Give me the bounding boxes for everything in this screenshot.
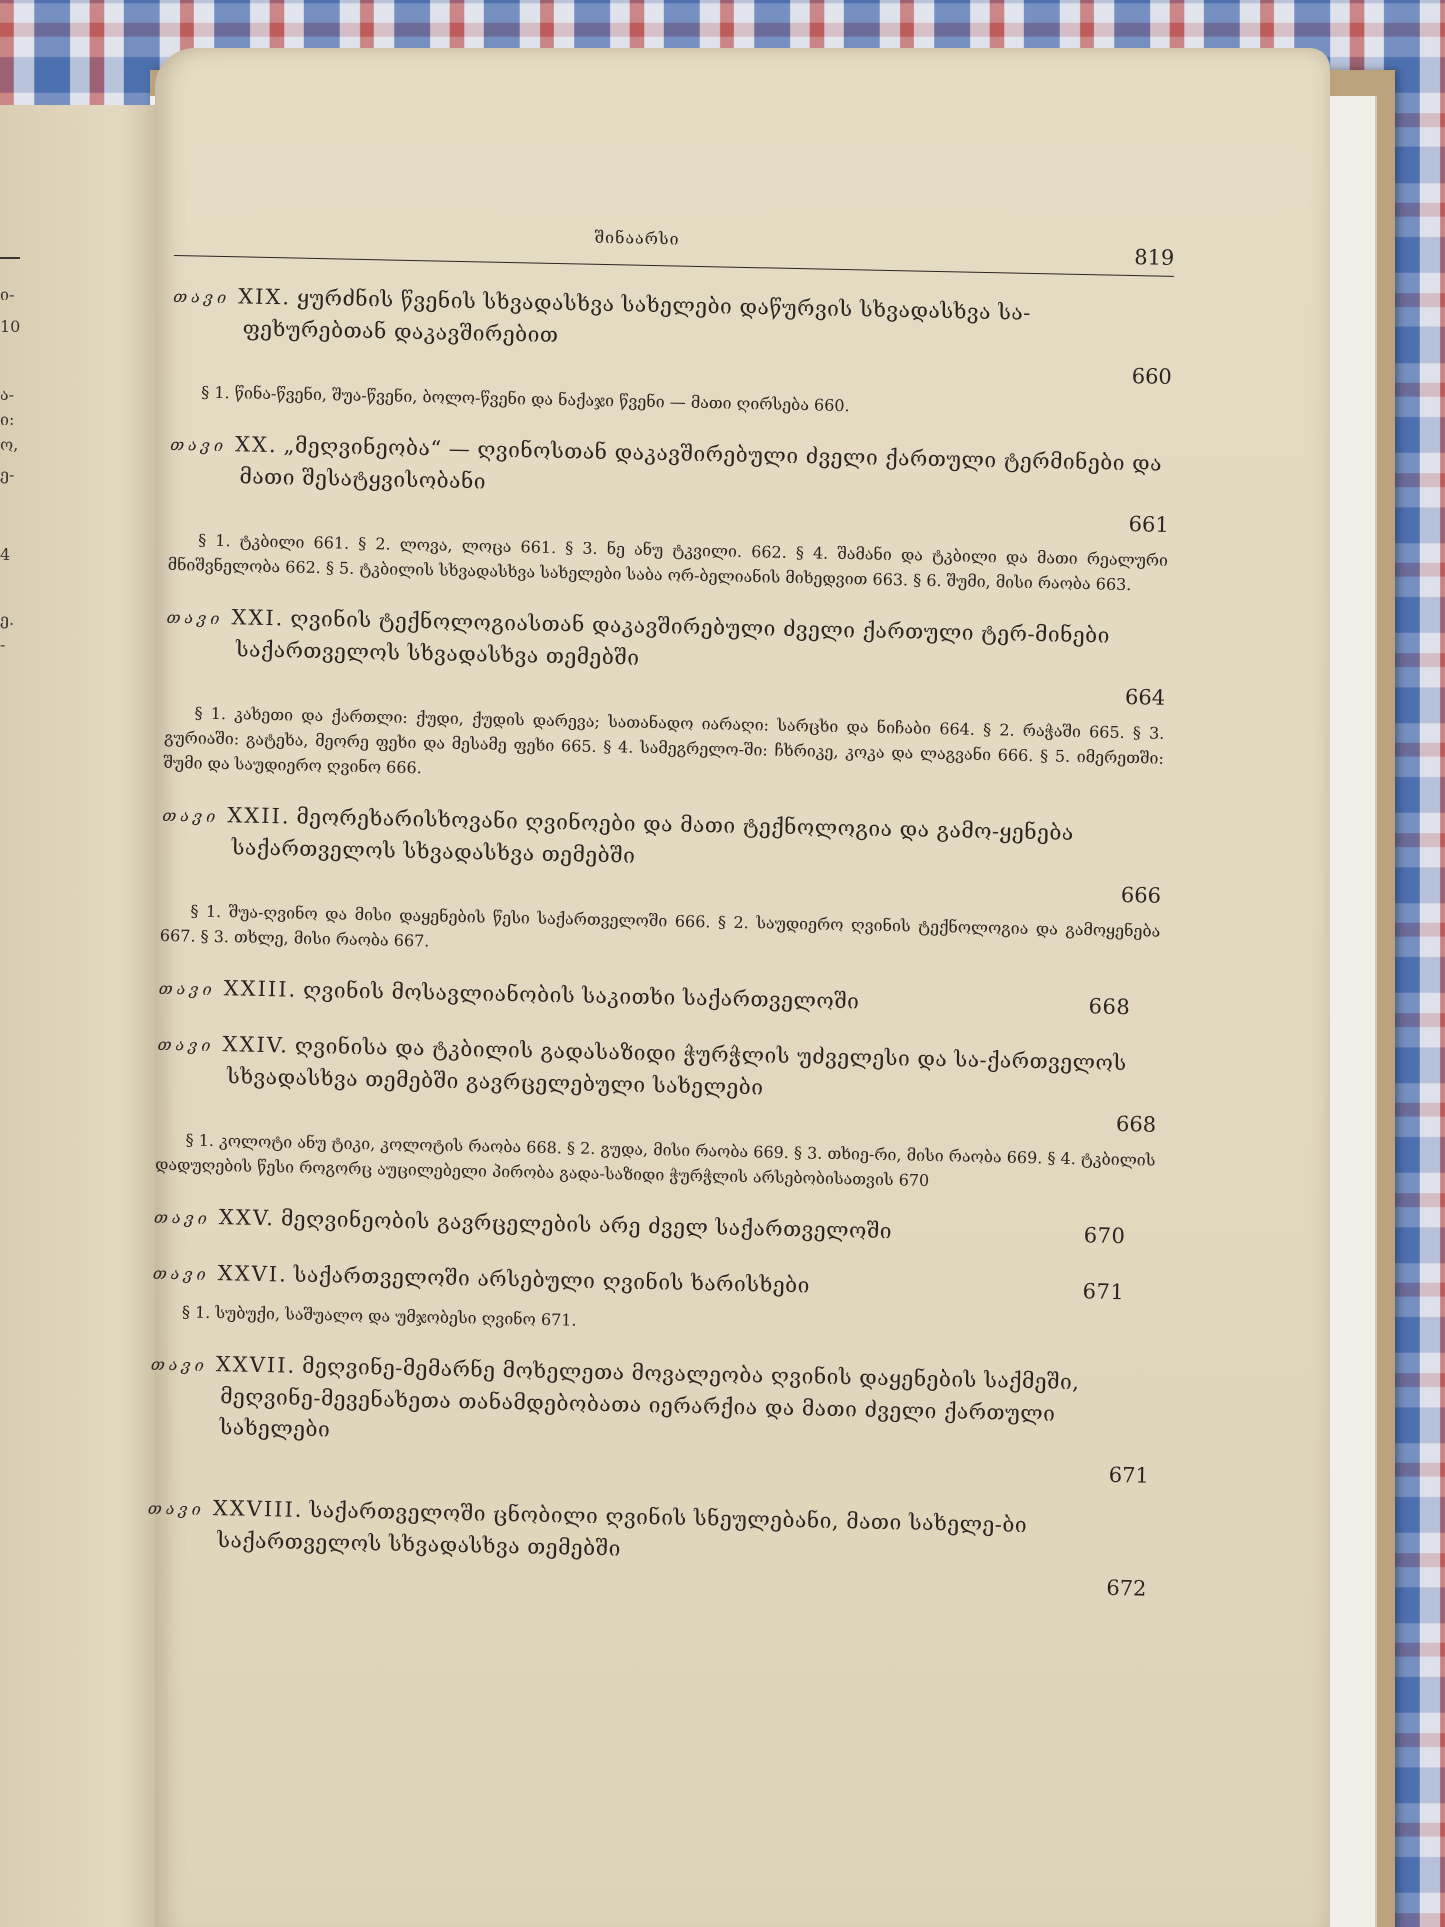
chapter-number: XX. <box>234 432 278 458</box>
chapter-number: XIX. <box>237 284 292 310</box>
chapter-number: XXVI. <box>217 1261 289 1287</box>
chapter-title: მეორეხარისხოვანი ღვინოები და მათი ტექნოლოგია და გამო-ყენება საქართველოს სხვადასხვა თემებში <box>231 804 1074 868</box>
chapter-number: XXI. <box>231 605 285 631</box>
chapter-title: საქართველოში არსებული ღვინის ხარისხები <box>293 1262 811 1298</box>
left-page-fragment: 10 <box>0 317 21 336</box>
toc-entry <box>160 799 1163 969</box>
left-page-fragment: ე. <box>0 610 15 629</box>
toc-entry <box>154 1201 1154 1254</box>
chapter-page: 664 <box>1124 685 1166 710</box>
chapter-word: თავი <box>166 607 224 629</box>
chapter-title: ღვინის ტექნოლოგიასთან დაკავშირებული ძველი ქართული ტერ-მინები საქართველოს სხვადასხვა თემებში <box>235 606 1111 670</box>
chapter-word: თავი <box>152 1263 210 1284</box>
section-list: § 1. წინა-წვენი, შუა-წვენი, ბოლო-წვენი და ნაქაჯი წვენი — მათი ღირსება 660. <box>201 382 850 416</box>
chapter-word: თავი <box>153 1207 212 1228</box>
left-page-fragment: ე- <box>0 465 15 484</box>
toc-entry <box>149 1348 1151 1489</box>
chapter-title: ღვინისა და ტკბილის გადასაზიდი ჭურჭლის უძველესი და სა-ქართველოს სხვადასხვა თემებში გავრცელებული სახელები <box>226 1033 1127 1100</box>
chapter-page: 672 <box>1106 1575 1147 1601</box>
section-list: § 1. სუბუქი, საშუალო და უმჯობესი ღვინო 671. <box>181 1302 577 1330</box>
chapter-heading <box>154 1201 1154 1254</box>
chapter-number: XXVIII. <box>212 1496 304 1522</box>
chapter-number: XXIII. <box>223 976 298 1002</box>
toc-entry <box>155 1028 1158 1198</box>
section-list: § 1. ტკბილი 661. § 2. ლოვა, ლოცა 661. § 3. ნე ანუ ტკვილი. 662. § 4. შამანი და ტკბილი და მათი რეალური მნიშვნელობა 662. § 5. ტკბილის სხვადასხვა სახელები საბა ორ-ბელიანის მიხედვით 663. § 6. შუმი, მისი რაობა 663. <box>167 530 1169 595</box>
chapter-number: XXVII. <box>215 1352 297 1378</box>
left-page-rule <box>0 257 20 259</box>
chapter-number: XXIV. <box>222 1032 290 1058</box>
chapter-number: XXV. <box>218 1205 276 1231</box>
left-page-fragment: ი- <box>0 285 15 304</box>
left-page-fragment: - <box>0 635 6 654</box>
chapter-page: 670 <box>1083 1223 1126 1249</box>
chapter-page: 668 <box>1088 994 1131 1020</box>
section-list: § 1. კახეთი და ქართლი: ქუდი, ქუდის დარევა; სათანადო იარაღი: სარცხი და ნიჩაბი 664. § 2. რაჭაში 665. § 3. გურიაში: გატეხა, მეორე ფეხი და მესამე ფეხი 665. § 4. სამეგრელო-ში: ჩხრიკე, კოკა და ლაგვანი 666. § 5. იმერეთში: შუმი და საუდიერო ღვინო 666. <box>163 703 1165 778</box>
chapter-heading <box>158 972 1158 1025</box>
chapter-page: 671 <box>1082 1279 1125 1305</box>
left-page-fragment: ი: <box>0 410 15 429</box>
toc-entry <box>152 1257 1153 1345</box>
chapter-word: თავი <box>158 978 216 1000</box>
chapter-word: თავი <box>169 434 228 456</box>
left-page-fragment: 4 <box>0 545 11 564</box>
chapter-word: თავი <box>173 286 231 308</box>
running-head: შინაარსი <box>594 227 680 249</box>
toc-entry <box>146 1492 1148 1602</box>
toc-entry <box>163 601 1166 796</box>
chapter-page: 660 <box>1131 364 1173 389</box>
page-number: 819 <box>1133 245 1175 270</box>
chapter-word: თავი <box>157 1034 215 1056</box>
chapter-number: XXII. <box>227 803 291 829</box>
section-list: § 1. შუა-ღვინო და მისი დაყენების წესი საქართველოში 666. § 2. საუდიერო ღვინის ტექნოლოგია და გამოყენება 667. § 3. თხლე, მისი რაობა 667. <box>159 901 1161 951</box>
left-page-fragment: ო, <box>0 435 19 454</box>
chapter-title: ღვინის მოსავლიანობის საკითხი საქართველოში <box>302 977 860 1014</box>
left-page-fragment: ა- <box>0 385 15 404</box>
toc-entry <box>171 280 1173 425</box>
table-of-contents <box>146 215 1175 1614</box>
left-page <box>0 105 175 1927</box>
chapter-page: 671 <box>1108 1462 1150 1488</box>
chapter-title: მეღვინე-მემარნე მოხელეთა მოვალეობა ღვინის დაყენების საქმეში, მეღვინე-მევენახეთა თანამდებობათა იერარქია და მათი ძველი ქართული სახელები <box>219 1353 1080 1442</box>
chapter-title: საქართველოში ცნობილი ღვინის სნეულებანი, მათი სახელე-ბი საქართველოს სხვადასხვა თემებში <box>217 1498 1028 1561</box>
toc-entry <box>167 428 1170 598</box>
chapter-title: ყურძნის წვენის სხვადასხვა სახელები დაწურვის სხვადასხვა სა-ფეხურებთან დაკავშირებით <box>242 285 1032 348</box>
chapter-page: 666 <box>1120 882 1162 908</box>
section-list: § 1. კოლოტი ანუ ტიკი, კოლოტის რაობა 668. § 2. გუდა, მისი რაობა 669. § 3. თხიე-რი, მისი რაობა 669. § 4. ტკბილის დადუღების წესი როგორც აუცილებელი პირობა გადა-საზიდი ჭურჭლის არსებობისათვის 670 <box>154 1130 1156 1191</box>
chapter-page: 668 <box>1115 1111 1157 1137</box>
chapter-title: „მეღვინეობა“ — ღვინოსთან დაკავშირებული ძველი ქართული ტერმინები და მათი შესატყვისობანი <box>239 433 1163 494</box>
chapter-page: 661 <box>1128 512 1169 537</box>
chapter-word: თავი <box>150 1354 209 1375</box>
chapter-title: მეღვინეობის გავრცელების არე ძველ საქართველოში <box>280 1206 893 1244</box>
chapter-word: თავი <box>162 805 220 827</box>
toc-entry <box>158 972 1158 1025</box>
chapter-word: თავი <box>147 1498 206 1519</box>
